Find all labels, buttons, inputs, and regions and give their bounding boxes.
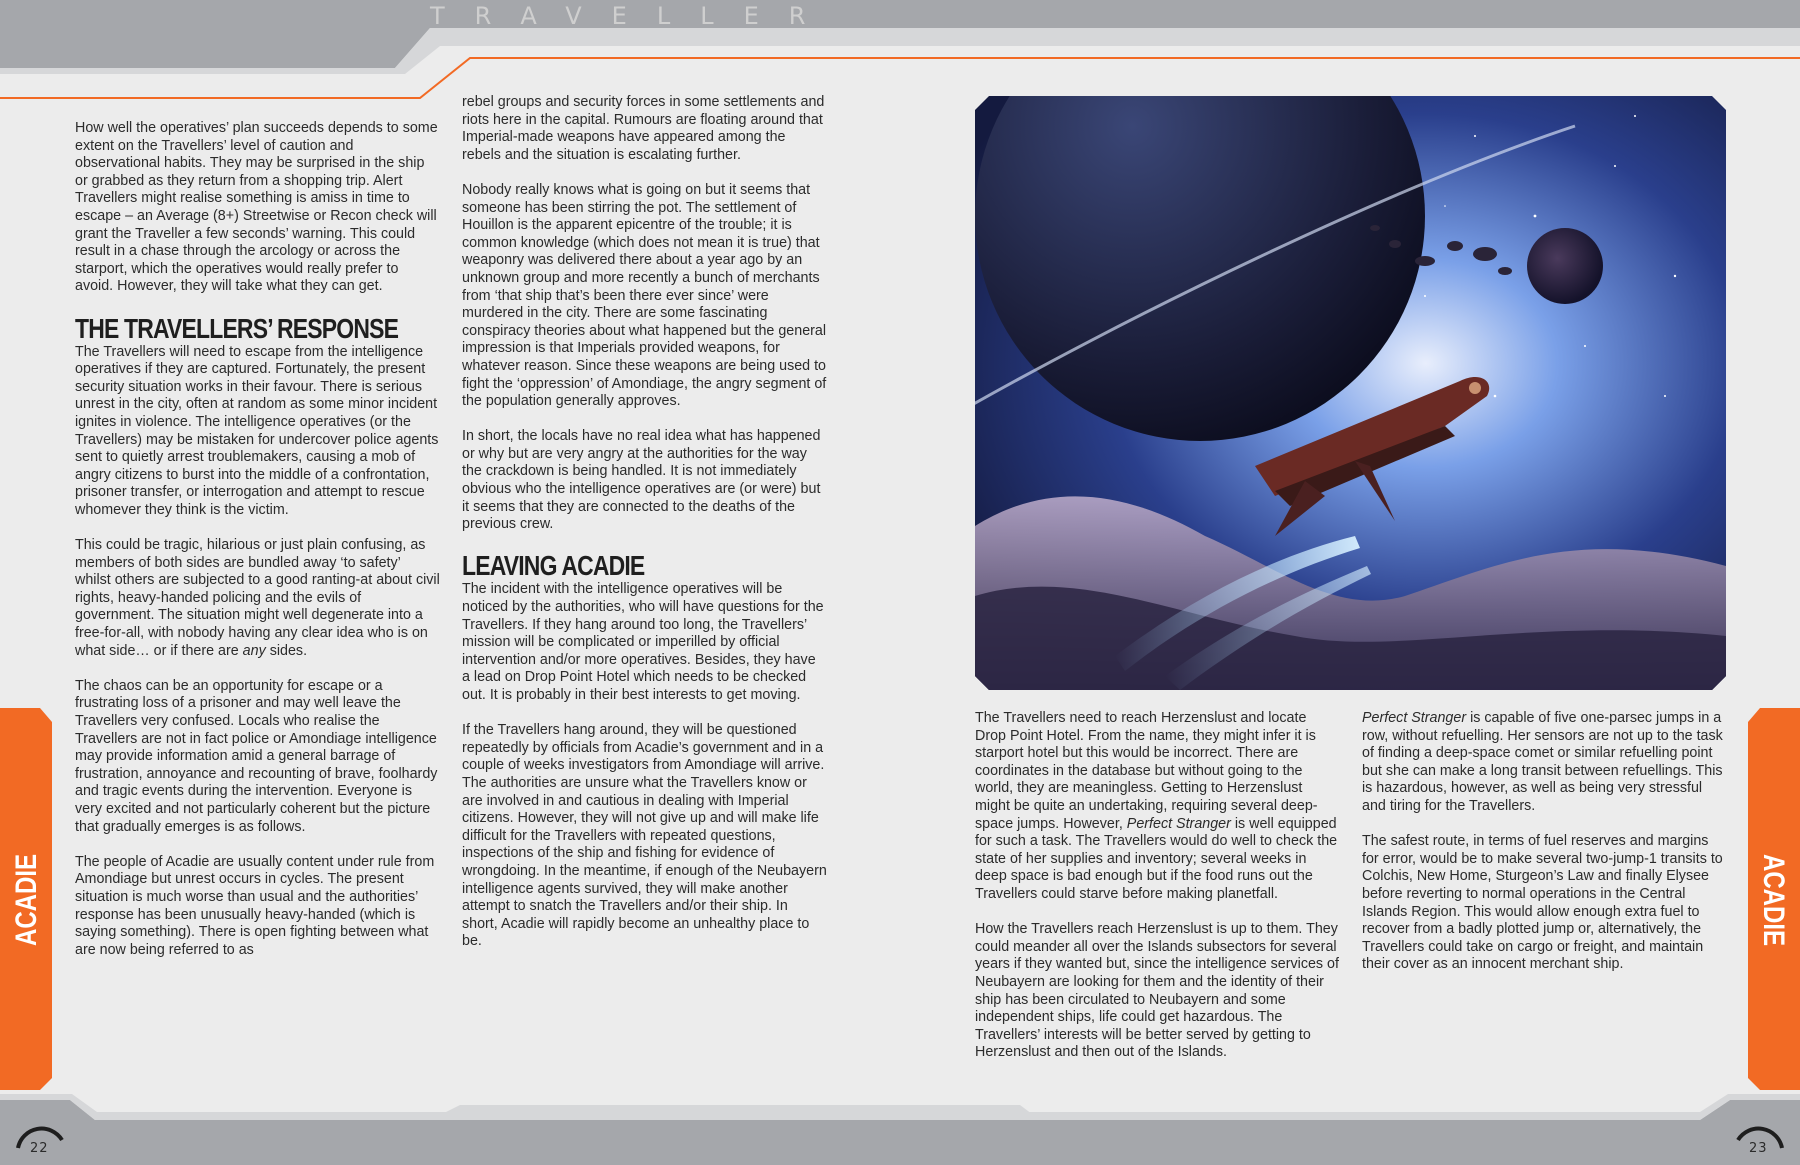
- header-title: TRAVELLER: [430, 2, 836, 30]
- section-heading-leaving-acadie: LEAVING ACADIE: [462, 550, 645, 582]
- right-column-1: [975, 710, 1340, 1079]
- paragraph: Nobody really knows what is going on but it seems that someone has been stirring the pot. The settlement of Houillon is the apparent epicentre of the trouble; it is common knowledge (which does not mean it is true) that weaponry was delivered there about a year ago by an unknown group and more recently a bunch of merchants from ‘that ship that’s been there ever since’ were murdered in the city. There are some fascinating conspiracy theories about what happened but the general impression is that Imperials provided weapons, for whatever reason. Since these weapons are being used to fight the ‘oppression’ of Amondiage, the angry segment of the population generally approves.: [462, 181, 827, 410]
- side-tab-label-right: ACADIE: [1757, 853, 1790, 947]
- page-number-left: 22: [30, 1141, 49, 1156]
- page-number-right: 23: [1749, 1141, 1768, 1156]
- left-column-2: [462, 94, 827, 969]
- paragraph: The chaos can be an opportunity for escape or a frustrating loss of a prisoner and may well leave the Travellers very confused. Locals who realise the Travellers are not in fact police or Amondiage intelligence may provide information amid a general barrage of frustration, annoyance and recounting of brave, foolhardy and tragic events during the intervention. Everyone is very excited and not particularly coherent but the picture that gradually emerges is as follows.: [75, 677, 438, 835]
- right-column-2: [1362, 710, 1727, 992]
- paragraph: Perfect Stranger is capable of five one-parsec jumps in a row, without refuelling. Her sensors are not up to the task of finding a deep-space comet or similar refuelling point but she can make a long transit between refuellings. This is hazardous, however, as well as being very stressful and tiring for the Travellers.: [1362, 710, 1723, 814]
- paragraph: rebel groups and security forces in some settlements and riots here in the capital. Rumours are floating around that Imperial-made weapons have appeared among the rebels and the situation is escalating further.: [462, 94, 825, 163]
- space-illustration: [975, 96, 1726, 690]
- paragraph: If the Travellers hang around, they will be questioned repeatedly by officials from Acadie’s government and in a couple of weeks investigators from Amondiage will arrive. The authorities are unsure what the Travellers know or are involved in and cautious in dealing with Imperial citizens. However, they will not give up and will make life difficult for the Travellers with repeated questions, inspections of the ship and fishing for evidence of wrongdoing. In the meantime, if enough of the Neubayern intelligence agents survived, they will make another attempt to snatch the Travellers and/or their ship. In short, Acadie will rapidly become an unhealthy place to be.: [462, 722, 827, 950]
- paragraph: The Travellers need to reach Herzenslust and locate Drop Point Hotel. From the name, they might infer it is starport hotel but this would be incorrect. There are coordinates in the database but without going to the world, they are meaningless. Getting to Herzenslust might be quite an undertaking, requiring several deep-space jumps. However, Perfect Stranger is well equipped for such a task. The Travellers would do well to check the state of her supplies and inventory; several weeks in deep space is bad enough but if the food runs out the Travellers could starve before making planetfall.: [975, 710, 1338, 902]
- paragraph: How the Travellers reach Herzenslust is up to them. They could meander all over the Islands subsectors for several years if they wanted but, since the intelligence services of Neubayern are looking for them and the identity of their ship has been circulated to Neubayern and some independent ships, life could get hazardous. The Travellers’ interests will be better served by getting to Herzenslust and then out of the Islands.: [975, 921, 1339, 1061]
- paragraph: The Travellers will need to escape from the intelligence operatives if they are captured. Fortunately, the present security situation works in their favour. There is serious unrest in the city, often at random as some minor incident ignites in violence. The intelligence operatives (or the Travellers) may be mistaken for undercover police agents sent to quietly arrest troublemakers, causing a mob of angry citizens to burst into the middle of a confrontation, prisoner transfer, or interrogation and attempt to rescue whomever they think is the victim.: [75, 343, 439, 518]
- left-column-1: [75, 120, 440, 977]
- paragraph: The incident with the intelligence operatives will be noticed by the authorities, who will have questions for the Travellers. If they hang around too long, the Travellers’ mission will be complicated or imperilled by official intervention and/or more operatives. Besides, they have a lead on Drop Point Hotel which needs to be checked out. It is probably in their best interests to get moving.: [462, 581, 824, 703]
- side-tab-label-left: ACADIE: [10, 853, 43, 947]
- paragraph: The safest route, in terms of fuel reserves and margins for error, would be to make several two-jump-1 transits to Colchis, New Home, Sturgeon’s Law and finally Elysee before reverting to normal operations in the Central Islands Region. This would allow enough extra fuel to recover from a badly plotted jump or, alternatively, the Travellers could take on cargo or freight, and maintain their cover as an innocent merchant ship.: [1362, 833, 1723, 973]
- small-moon: [1527, 228, 1603, 304]
- section-heading-travellers-response: THE TRAVELLERS’ RESPONSE: [75, 312, 399, 344]
- paragraph: How well the operatives’ plan succeeds depends to some extent on the Travellers’ level of caution and observational habits. They may be surprised in the ship or grabbed as they return from a shopping trip. Alert Travellers might realise something is amiss in time to escape – an Average (8+) Streetwise or Recon check will grant the Traveller a few seconds’ warning. This could result in a chase through the arcology or across the starport, which the operatives would really prefer to avoid. However, they will take what they can get.: [75, 120, 438, 295]
- paragraph: In short, the locals have no real idea what has happened or why but are very angry at the authorities for the way the crackdown is being handled. It is not immediately obvious who the intelligence operatives are (or were) but it seems that they are connected to the deaths of the previous crew.: [462, 428, 821, 533]
- paragraph: This could be tragic, hilarious or just plain confusing, as members of both sides are bundled away ‘to safety’ whilst others are subjected to a good ranting-at about civil rights, heavy-handed policing and the evils of government. The situation might well degenerate into a free-for-all, with nobody having any clear idea who is on what side… or if there are any sides.: [75, 537, 440, 659]
- paragraph: The people of Acadie are usually content under rule from Amondiage but unrest occurs in cycles. The present situation is much worse than usual and the authorities’ response has been unusually heavy-handed (which is saying something). There is open fighting between what are now being referred to as: [75, 853, 435, 958]
